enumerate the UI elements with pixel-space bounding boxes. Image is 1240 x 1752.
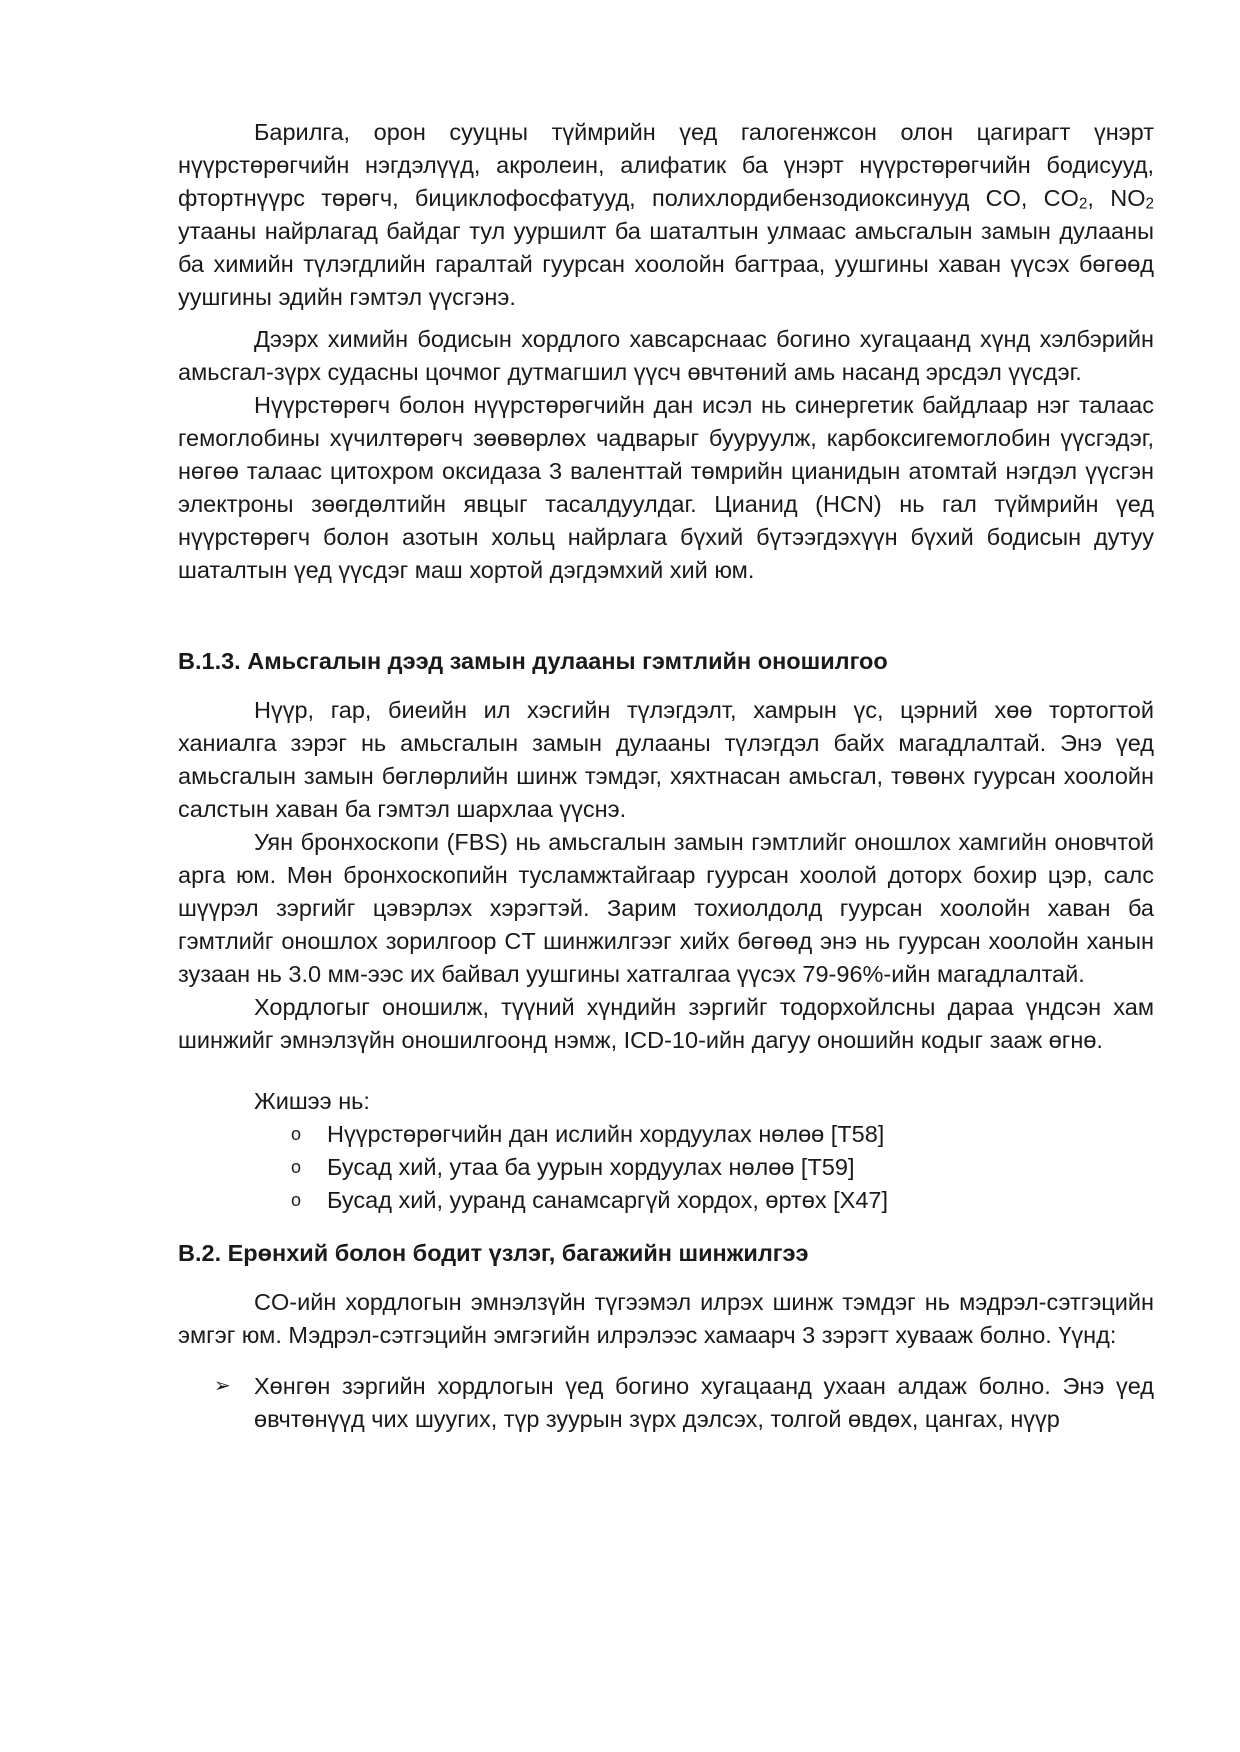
paragraph-toxicity-risk: Дээрх химийн бодисын хордлого хавсарснаас богино хугацаанд хүнд хэлбэрийн амьсгал-зүрх судасны цочмог дутмагшил үүсч өвчтөний амь насанд эрсдэл үүсдэг. (178, 326, 1154, 385)
list-item-text: Хөнгөн зэргийн хордлогын үед богино хугацаанд ухаан алдаж болно. Энэ үед өвчтөнүүд чих шуугих, түр зуурын зүрх дэлсэх, толгой өвдөх, цангах, нүүр (254, 1373, 1154, 1432)
para1-text-c: утааны найрлагад байдаг тул ууршилт ба шаталтын улмаас амьсгалын замын дулааны ба химийн түлэгдлийн гаралтай гуурсан хоолойн багтраа, уушгины хаван үүсэх бөгөөд уушгины эдийн гэмтэл үүсгэнэ. (178, 218, 1154, 310)
list-item-text: Бусад хий, утаа ба уурын хордуулах нөлөө [T59] (327, 1154, 855, 1180)
list-item-text: Бусад хий, ууранд санамсаргүй хордох, өртөх [X47] (327, 1187, 889, 1213)
paragraph-airway-burns: Нүүр, гар, биеийн ил хэсгийн түлэгдэлт, хамрын үс, цэрний хөө тортогтой ханиалга зэрэг нь амьсгалын замын дулааны түлэгдэл байх магадлалтай. Энэ үед амьсгалын замын бөглөрлийн шинж тэмдэг, хяхтнасан амьсгал, төвөнх гуурсан хоолойн салстын хаван ба гэмтэл шархлаа үүснэ. (178, 697, 1154, 822)
list-item (291, 1184, 1154, 1217)
paragraph-co-symptoms: CO-ийн хордлогын эмнэлзүйн түгээмэл илрэх шинж тэмдэг нь мэдрэл-сэтгэцийн эмгэг юм. Мэдрэл-сэтгэцийн эмгэгийн илрэлээс хамаарч 3 зэрэгт хувааж болно. Үүнд: (178, 1289, 1154, 1348)
paragraph-fire-chemicals (178, 116, 1154, 314)
list-item (214, 1370, 1154, 1436)
list-item (291, 1151, 1154, 1184)
circle-bullet-icon: o (291, 1124, 302, 1144)
co2-subscript: 2 (1078, 195, 1088, 213)
paragraph-cyanide: Нүүрстөрөгч болон нүүрстөрөгчийн дан исэл нь синергетик байдлаар нэг талаас гемоглобины хүчилтөрөгч зөөвөрлөх чадварыг бууруулж, карбоксигемоглобин үүсгэдэг, нөгөө талаас цитохром оксидаза 3 валенттай төмрийн цианидын атомтай нэгдэл үүсгэн электроны зөөгдөлтийн явцыг тасалдуулдаг. Цианид (HCN) нь гал түймрийн үед нүүрстөрөгч болон азотын хольц найрлага бүхий бүтээгдэхүүн бүхий бодисын дутуу шаталтын үед үүсдэг маш хортой дэгдэмхий хий юм. (178, 392, 1154, 583)
example-lead: Жишээ нь: (254, 1088, 370, 1114)
paragraph-bronchoscopy: Уян бронхоскопи (FBS) нь амьсгалын замын гэмтлийг оношлох хамгийн оновчтой арга юм. Мөн бронхоскопийн тусламжтайгаар гуурсан хоолой доторх бохир цэр, салс шүүрэл зэргийг цэвэрлэх хэрэгтэй. Зарим тохиолдолд гуурсан хоолойн хаван ба гэмтлийг оношлох зорилгоор CT шинжилгээг хийх бөгөөд энэ нь гуурсан хоолойн ханын зузаан нь 3.0 мм-ээс их байвал уушгины хатгалгаа үүсэх 79-96%-ийн магадлалтай. (178, 829, 1154, 987)
section-heading-b2: B.2. Ерөнхий болон бодит үзлэг, багажийн шинжилгээ (178, 1240, 809, 1266)
section-heading-b13: B.1.3. Амьсгалын дээд замын дулааны гэмтлийн оношилгоо (178, 648, 888, 674)
list-item-text: Нүүрстөрөгчийн дан ислийн хордуулах нөлөө [T58] (327, 1121, 885, 1147)
circle-bullet-icon: o (291, 1190, 302, 1210)
list-item (291, 1118, 1154, 1151)
para1-text-b: , NO (1087, 185, 1146, 211)
paragraph-icd-coding: Хордлогыг оношилж, түүний хүндийн зэргийг тодорхойлсны дараа үндсэн хам шинжийг эмнэлзүйн оношилгоонд нэмж, ICD-10-ийн дагуу оношийн кодыг зааж өгнө. (178, 994, 1154, 1053)
severity-list (178, 1370, 1154, 1436)
document-page (178, 116, 1154, 1436)
no2-subscript: 2 (1145, 195, 1154, 213)
circle-bullet-icon: o (291, 1157, 302, 1177)
arrow-bullet-icon: ➢ (214, 1375, 231, 1397)
icd-example-list (178, 1118, 1154, 1217)
para1-text-a: Барилга, орон сууцны түймрийн үед галогенжсон олон цагирагт үнэрт нүүрстөрөгчийн нэгдэлүүд, акролеин, алифатик ба үнэрт нүүрстөрөгчийн бодисууд, фтортнүүрс төрөгч, бициклофосфатууд, полихлордибензодиоксинууд CO, CO (178, 119, 1154, 211)
